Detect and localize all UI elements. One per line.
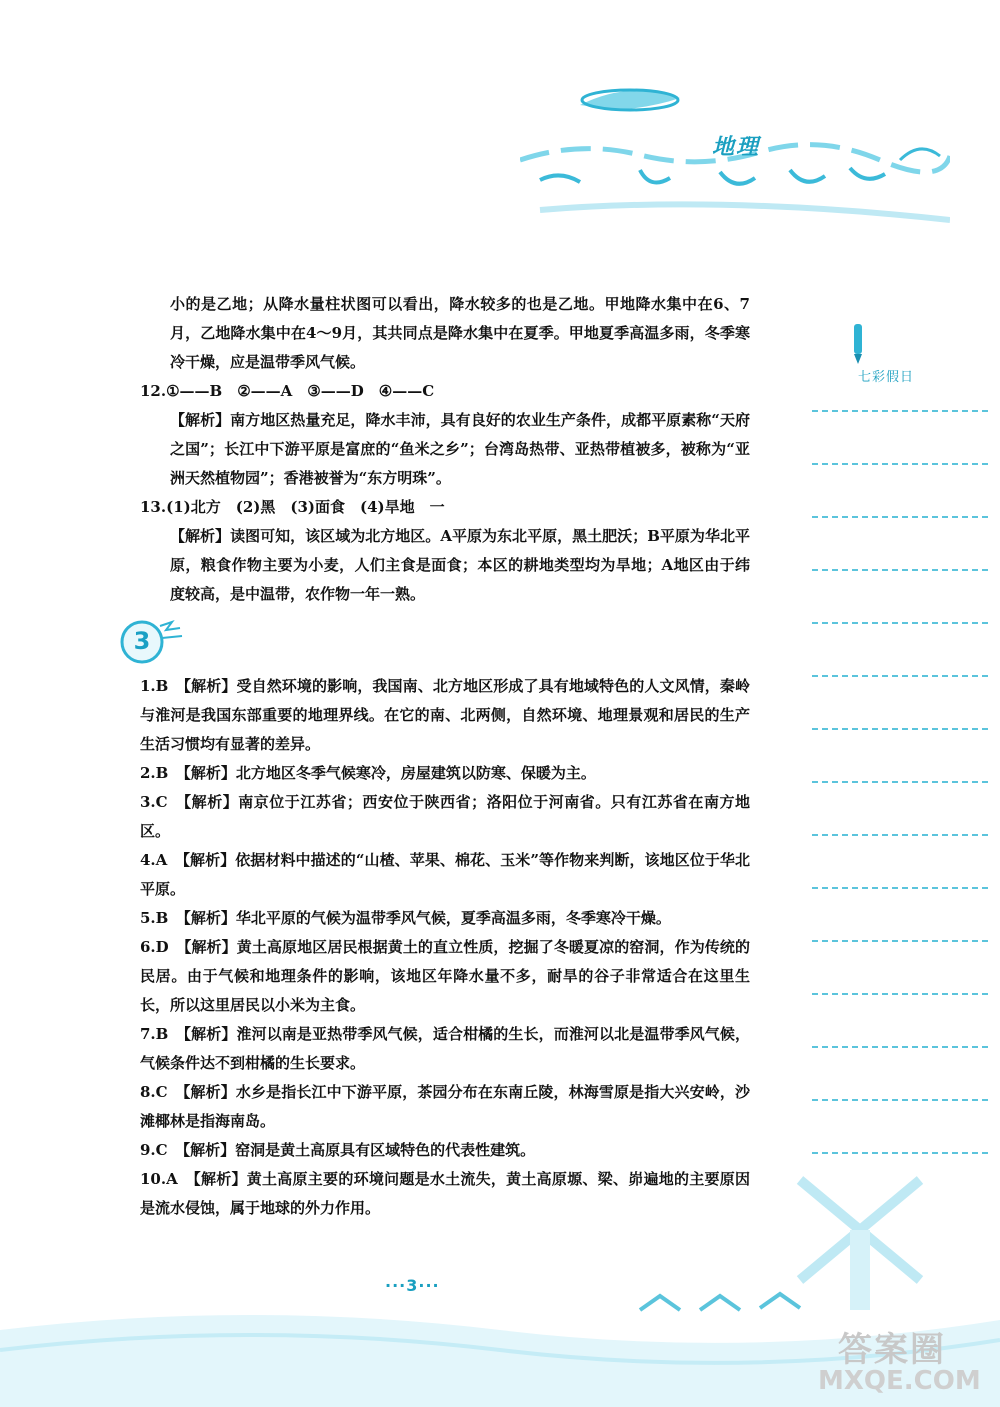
- note-line: [812, 834, 988, 836]
- note-line: [812, 887, 988, 889]
- note-line: [812, 410, 988, 412]
- note-line: [812, 463, 988, 465]
- note-line: [812, 940, 988, 942]
- paragraph: 小的是乙地；从降水量柱状图可以看出，降水较多的也是乙地。甲地降水集中在6、7月，乙地降水集中在4～9月，其共同点是降水集中在夏季。甲地夏季高温多雨，冬季寒冷干燥，应是温带季风气候。: [170, 295, 750, 371]
- note-line: [812, 781, 988, 783]
- watermark-text: 答案圈: [838, 1330, 946, 1370]
- section-number: 3: [133, 627, 151, 655]
- note-line: [812, 728, 988, 730]
- note-line: [812, 993, 988, 995]
- note-line: [812, 622, 988, 624]
- pen-icon: [846, 322, 870, 366]
- answer-item: 5.B 【解析】华北平原的气候为温带季风气候，夏季高温多雨，冬季寒冷干燥。: [140, 909, 671, 927]
- watermark-url: MXQE.COM: [818, 1366, 981, 1396]
- page-number: ···3···: [385, 1276, 440, 1295]
- note-line: [812, 1099, 988, 1101]
- note-line: [812, 675, 988, 677]
- note-line: [812, 1152, 988, 1154]
- answer-item: 4.A 【解析】依据材料中描述的“山楂、苹果、棉花、玉米”等作物来判断，该地区位于华北平原。: [140, 851, 750, 898]
- answer-item: 8.C 【解析】水乡是指长江中下游平原，茶园分布在东南丘陵，林海雪原是指大兴安岭，沙滩椰林是指海南岛。: [140, 1083, 750, 1130]
- answer-block-2: [140, 672, 750, 1223]
- answer-item: 7.B 【解析】淮河以南是亚热带季风气候，适合柑橘的生长，而淮河以北是温带季风气候，气候条件达不到柑橘的生长要求。: [140, 1025, 750, 1072]
- answer-item: 2.B 【解析】北方地区冬季气候寒冷，房屋建筑以防寒、保暖为主。: [140, 764, 596, 782]
- answer-item: 10.A 【解析】黄土高原主要的环境问题是水土流失，黄土高原塬、梁、峁遍地的主要原因是流水侵蚀，属于地球的外力作用。: [140, 1170, 750, 1217]
- note-line: [812, 516, 988, 518]
- note-line: [812, 569, 988, 571]
- subject-title: 地理: [712, 135, 761, 160]
- answer-item: 9.C 【解析】窑洞是黄土高原具有区域特色的代表性建筑。: [140, 1141, 536, 1159]
- analysis-paragraph: 【解析】读图可知，该区域为北方地区。A平原为东北平原，黑土肥沃；B平原为华北平原，粮食作物主要为小麦，人们主食是面食；本区的耕地类型均为旱地；A地区由于纬度较高，是中温带，农作物一年一熟。: [170, 527, 750, 603]
- analysis-paragraph: 【解析】南方地区热量充足，降水丰沛，具有良好的农业生产条件，成都平原素称“天府之国”；长江中下游平原是富庶的“鱼米之乡”；台湾岛热带、亚热带植被多，被称为“亚洲天然植物园”；香港被誉为“东方明珠”。: [170, 411, 750, 487]
- answer-item: 13.(1)北方 (2)黑 (3)面食 (4)旱地 一: [140, 498, 445, 516]
- answer-item: 3.C 【解析】南京位于江苏省；西安位于陕西省；洛阳位于河南省。只有江苏省在南方地区。: [140, 793, 750, 840]
- answer-block-1: [140, 290, 750, 609]
- answer-item: 1.B 【解析】受自然环境的影响，我国南、北方地区形成了具有地域特色的人文风情，秦岭与淮河是我国东部重要的地理界线。在它的南、北两侧，自然环境、地理景观和居民的生产生活习惯均有显著的差异。: [140, 677, 750, 753]
- answer-item: 6.D 【解析】黄土高原地区居民根据黄土的直立性质，挖掘了冬暖夏凉的窑洞，作为传统的民居。由于气候和地理条件的影响，该地区年降水量不多，耐旱的谷子非常适合在这里生长，所以这里居民以小米为主食。: [140, 938, 750, 1014]
- sidebar-label: 七彩假日: [858, 370, 915, 385]
- note-line: [812, 1046, 988, 1048]
- answer-item: 12.①——B ②——A ③——D ④——C: [140, 382, 435, 400]
